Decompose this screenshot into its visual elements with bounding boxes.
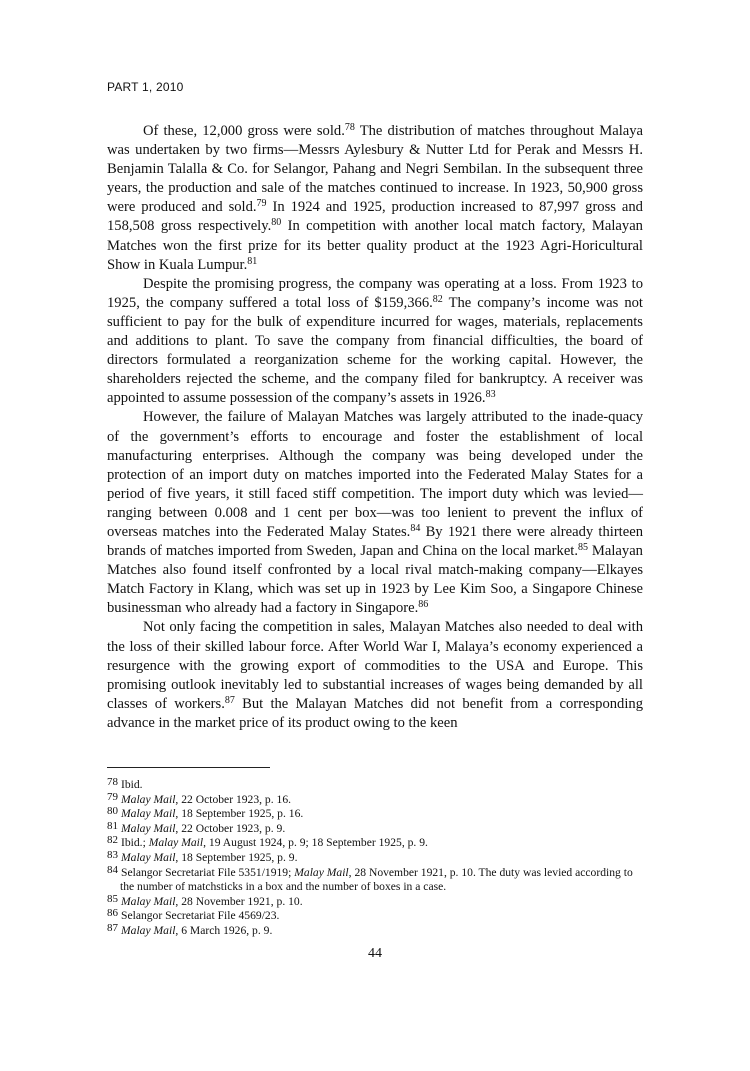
footnote-ref: 83 — [485, 389, 496, 401]
text-run: The distribution of matches throughout Malaya was undertaken by two firms—Messrs Aylesbury & Nutter Ltd for Perak and Messrs H. Benjamin Talalla & Co. for Selangor, Pahang and Negri Sembilan. In the subsequent three years, the production and sale of the matches continued to increase. In 1923, 50,900 gross were produced and sold. — [107, 123, 644, 216]
footnote — [107, 819, 643, 837]
italic-title: Malay Mail — [121, 792, 176, 806]
text-run: Ibid. — [121, 778, 143, 791]
footnote — [107, 807, 643, 822]
text-run: , 18 September 1925, p. 16. — [175, 807, 304, 821]
footnote-ref: 82 — [432, 293, 443, 305]
text-run: By 1921 there were already thirteen brands of matches imported from Sweden, Japan and China on the local market. — [107, 523, 643, 560]
footnote — [107, 892, 643, 910]
paragraph — [107, 275, 643, 409]
footnote-number: 83 — [107, 848, 118, 861]
footnote-number: 85 — [107, 892, 118, 905]
text-run: Of these, 12,000 gross were sold. — [143, 123, 345, 139]
footnote-ref: 84 — [410, 522, 421, 534]
footnote-ref: 80 — [271, 217, 282, 229]
page-number: 44 — [368, 946, 382, 961]
text-run: , 28 November 1921, p. 10. The duty was levied according to the number of matchsticks in a box and the number of boxes in a case. — [120, 865, 633, 894]
text-run: , 28 November 1921, p. 10. — [175, 894, 303, 908]
italic-title: Malay Mail — [148, 836, 204, 850]
paragraph — [107, 618, 643, 733]
text-run: , 18 September 1925, p. 9. — [175, 850, 298, 864]
italic-title: Malay Mail — [121, 923, 176, 937]
body-text — [107, 122, 643, 733]
footnote-number: 80 — [107, 805, 118, 818]
text-run: Malayan Matches also found itself confronted by a local rival match-making company—Elkayes Match Factory in Klang, which was set up in 1923 by Lee Kim Soo, a Singapore Chinese businessman who already had a factory in Singapore. — [107, 543, 643, 617]
footnote-number: 86 — [107, 907, 118, 920]
text-run: Ibid.; — [121, 836, 149, 850]
text-run: In 1924 and 1925, production increased to 87,997 gross and 158,508 gross respectively. — [107, 199, 643, 235]
italic-title: Malay Mail — [121, 894, 176, 908]
footnote-number: 79 — [107, 790, 118, 803]
footnote-ref: 85 — [578, 542, 588, 554]
footnote-separator — [107, 767, 270, 768]
footnote-ref: 81 — [247, 255, 258, 267]
text-run: Selangor Secretariat File 4569/23. — [121, 909, 280, 923]
text-run: Despite the promising progress, the company was operating at a loss. From 1923 to 1925, the company suffered a total loss of $159,366. — [107, 275, 643, 311]
italic-title: Malay Mail — [121, 850, 176, 864]
footnote — [107, 790, 643, 808]
paragraph — [107, 122, 643, 275]
footnote-ref: 87 — [224, 694, 235, 706]
text-run: , 22 October 1923, p. 9. — [175, 821, 286, 835]
footnote-ref: 86 — [418, 599, 429, 611]
italic-title: Malay Mail — [121, 807, 176, 821]
italic-title: Malay Mail — [294, 865, 349, 879]
text-run: But the Malayan Matches did not benefit from a corresponding advance in the market price of its product owing to the keen — [107, 695, 643, 731]
paragraph — [107, 408, 643, 618]
footnotes — [107, 778, 643, 939]
footnote-number: 78 — [107, 776, 118, 788]
footnote-number: 82 — [107, 834, 118, 847]
text-run: , 19 August 1924, p. 9; 18 September 1925, p. 9. — [203, 836, 428, 850]
footnote-ref: 79 — [256, 198, 267, 210]
footnote-ref: 78 — [344, 122, 355, 133]
footnote-number: 81 — [107, 819, 118, 832]
text-run: Not only facing the competition in sales, Malayan Matches also needed to deal with the loss of their skilled labour force. After World War I, Malaya’s economy experienced a resurgence with the growing export of commodities to the USA and Europe. This promising outlook inevitably led to substantial increases of wages being demanded by all classes of workers. — [107, 619, 643, 712]
footnote-number: 87 — [107, 921, 118, 934]
text-run: , 22 October 1923, p. 16. — [175, 792, 292, 806]
footnote — [107, 921, 643, 939]
footnote — [107, 863, 643, 895]
footnote — [107, 778, 643, 793]
footnote — [107, 836, 643, 851]
footnote — [107, 848, 643, 866]
text-run: However, the failure of Malayan Matches was largely attributed to the inade-quacy of the government’s efforts to encourage and foster the establishment of local manufacturing enterprises. Although the company was being developed under the protection of an import duty on matches imported into the Federated Malay States for a period of five years, it still faced stiff competition. The import duty which was levied—ranging between 0.008 and 1 cent per box—was too lenient to prevent the influx of overseas matches into the Federated Malay States. — [107, 409, 643, 540]
text-run: Selangor Secretariat File 5351/1919; — [121, 865, 295, 879]
running-header: PART 1, 2010 — [107, 80, 184, 94]
text-run: , 6 March 1926, p. 9. — [175, 923, 273, 937]
italic-title: Malay Mail — [121, 821, 176, 835]
footnote — [107, 909, 643, 924]
text-run: The company’s income was not sufficient to pay for the bulk of expenditure incurred for wages, materials, replacements and additions to plant. To save the company from financial difficulties, the board of directors formulated a reorganization scheme for the working capital. However, the shareholders rejected the scheme, and the company filed for bankruptcy. A receiver was appointed to assume possession of the company’s assets in 1926. — [107, 294, 643, 407]
footnote-number: 84 — [107, 863, 118, 876]
text-run: In competition with another local match factory, Malayan Matches won the first prize for its better quality product at the 1923 Agri-Horicultural Show in Kuala Lumpur. — [107, 218, 643, 273]
